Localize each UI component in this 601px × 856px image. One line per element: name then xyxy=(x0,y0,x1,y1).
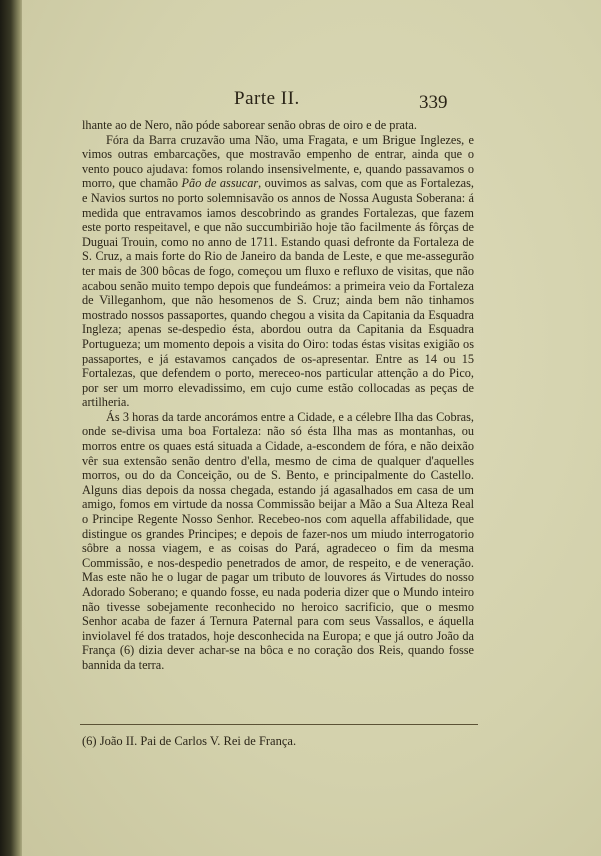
footnote-rule xyxy=(80,724,478,725)
footnote: (6) João II. Pai de Carlos V. Rei de França. xyxy=(82,734,297,748)
paragraph-anchoring: Ás 3 horas da tarde ancorámos entre a Cidade, e a célebre Ilha das Cobras, onde se-divisa uma boa Fortaleza: não só ésta Ilha mas as montanhas, ou morros entre os quaes está situada a Cidade, a-escondem de fóra, e não deixão vêr sua extensão senão dentro d'ella, mesmo de cima de qualquer d'aquelles morros, ou do da Conceição, ou de S. Bento, e principalmente do Castello. Alguns dias depois da nossa chegada, estando já agasalhados em casa de um amigo, fomos em virtude da nossa Commissão beijar a Mão a Sua Alteza Real o Principe Regente Nosso Senhor. Recebeo-nos com aquella affabilidade, que distingue os grandes Principes; e depois de fazer-nos um miudo interrogatorio sôbre a nossa viagem, e as coisas do Pará, agradeceo o fim da mesma Commissão, e nos-despedio penetrados de amor, de respeito, e de veneração. Mas este não he o lugar de pagar um tributo de louvores ás Virtudes do nosso Adorado Soberano; e quando fosse, eu nada poderia dizer que o Mundo inteiro não tivesse sobejamente reconhecido no heroico sacrificio, que o mesmo Senhor acaba de fazer á Ternura Paternal para com seus Vassallos, e áquella inviolavel fé dos tratados, hoje desconhecida na Europa; e que já outro João da França (6) dizia dever achar-se na bôca e no coração dos Reis, quando fosse bannida da terra. xyxy=(82,409,474,672)
paragraph-continuation: lhante ao de Nero, não póde saborear senão obras de oiro e de prata. xyxy=(82,118,417,132)
book-spine xyxy=(0,0,24,856)
text-run: , ouvimos as salvas, com que as Fortalezas, e Navios surtos no porto solemnisavão os annos de Nossa Augusta Soberana: á medida que entravamos iamos descobrindo as grandes Fortalezas, que fazem este porto respeitavel, e que não succumbirião hoje tão facilmente ás fôrças de Duguai Trouin, como no anno de 1711. Estando quasi defronte da Fortaleza de S. Cruz, a mais forte do Rio de Janeiro da banda de Leste, e que me-assegurão ter mais de 300 bôcas de fogo, começou um fluxo e refluxo de visitas, que não acabou senão muito tempo depois que fundeámos: a primeira veio da Fortaleza de Villeganhom, que não hesomenos de S. Cruz; ainda bem não tinhamos mostrado nossos passaportes, quando chegou a visita da Capitania da Esquadra Ingleza; apenas se-despedio ésta, abordou outra da Capitania da Esquadra Portugueza; um momento depois a visita do Oiro: todas éstas visitas exigião os passaportes, e já estavamos cançados de os-apresentar. Entre as 14 ou 15 Fortalezas, que defendem o porto, mereceo-nos particular attenção a do Pico, por ser um morro elevadissimo, em cujo cume estão collocadas as peças de artilheria. xyxy=(82,176,474,410)
paragraph-arrival xyxy=(82,133,474,410)
italic-place-name: Pão de assucar xyxy=(181,176,259,191)
page-header xyxy=(22,88,601,118)
book-page xyxy=(22,0,601,856)
body-text xyxy=(82,118,474,673)
text-run: Fóra da Barra cruzavão uma Não, uma Fragata, e um Brigue Inglezes, e vimos outras embarcações, que mostravão empenho de entrar, ainda que o vento pouco ajudava: fomos rolando insensivelmente, e, quando passavamos o morro, que chamão xyxy=(82,132,474,191)
running-head: Parte II. xyxy=(234,88,300,109)
page-number: 339 xyxy=(419,92,448,113)
